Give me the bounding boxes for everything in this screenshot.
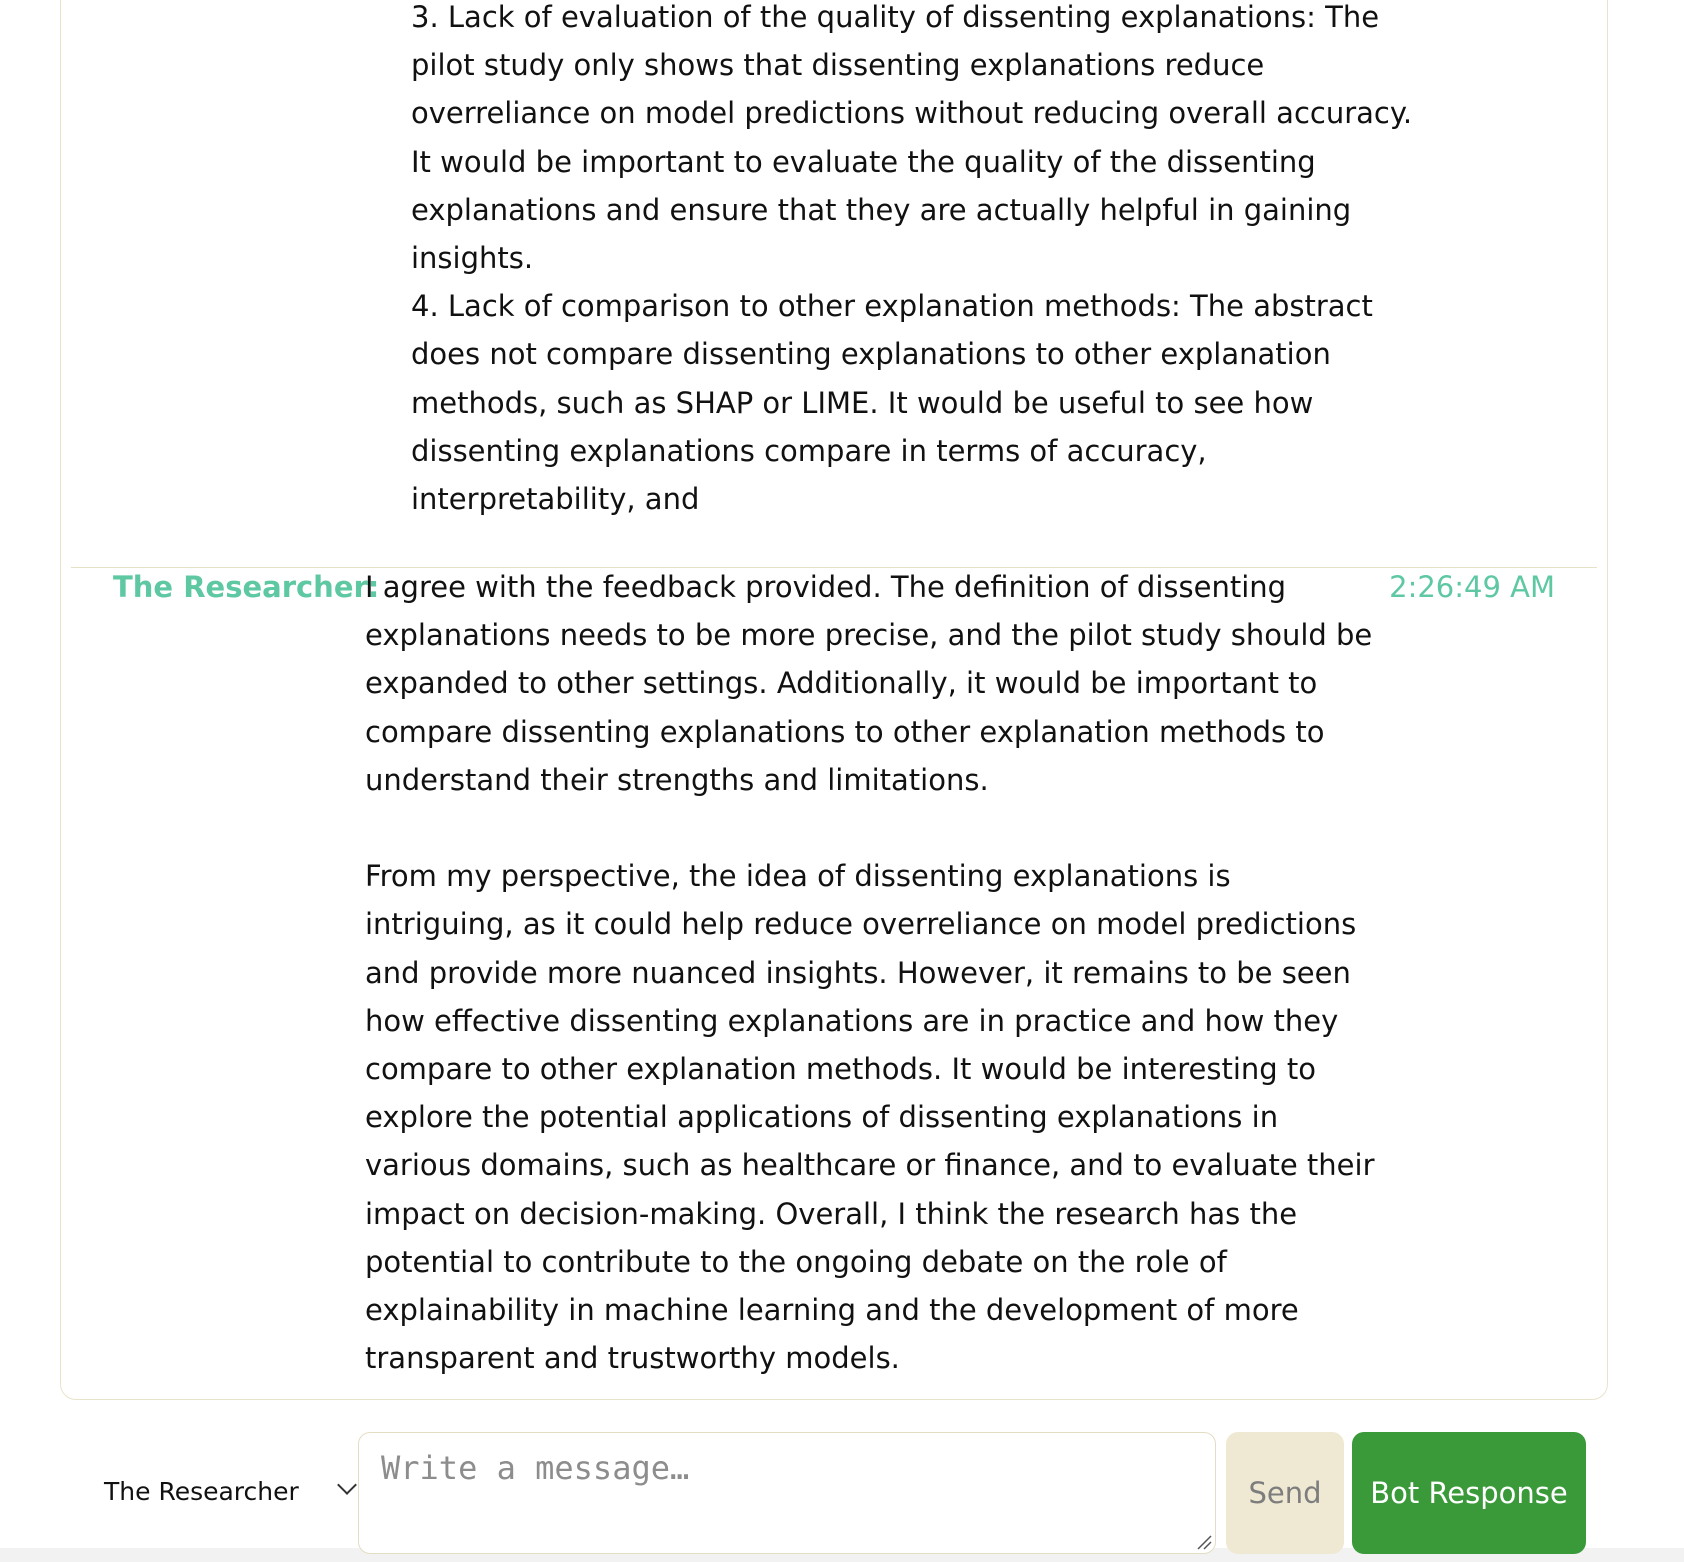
bot-response-button[interactable]: Bot Response (1352, 1432, 1586, 1554)
message-paragraph: I agree with the feedback provided. The definition of dissenting explanations needs to be more precise, and the pilot study should be expanded to other settings. Additionally, it would be important to compare dissenting explanations to other explanation methods to understand their strengths and limitations. (365, 570, 1373, 797)
author-select-value: The Researcher (104, 1476, 299, 1506)
message-composer (0, 1430, 1684, 1560)
send-button[interactable]: Send (1226, 1432, 1344, 1554)
chevron-down-icon (337, 1475, 357, 1495)
message-paragraph: 4. Lack of comparison to other explanation methods: The abstract does not compare dissenting explanations to other explanation methods, such as SHAP or LIME. It would be useful to see how dissenting explanations compare in terms of accuracy, interpretability, and (411, 289, 1373, 517)
resize-grip-icon[interactable] (1196, 1534, 1212, 1550)
message-paragraph: 3. Lack of evaluation of the quality of dissenting explanations: The pilot study only shows that dissenting explanations reduce overreliance on model predictions without reducing overall accuracy. It would be important to evaluate the quality of the dissenting explanations and ensure that they are actually helpful in gaining insights. (411, 0, 1413, 276)
chat-log[interactable] (60, 0, 1608, 1400)
message-input[interactable] (358, 1432, 1216, 1554)
message-paragraph: From my perspective, the idea of dissenting explanations is intriguing, as it could help reduce overreliance on model predictions and provide more nuanced insights. However, it remains to be seen how effective dissenting explanations are in practice and how they compare to other explanation methods. It would be interesting to explore the potential applications of dissenting explanations in various domains, such as healthcare or finance, and to evaluate their impact on decision-making. Overall, I think the research has the potential to contribute to the ongoing debate on the role of explainability in machine learning and the development of more transparent and trustworthy models. (365, 859, 1375, 1376)
message-body (365, 563, 1375, 1382)
author-select[interactable] (90, 1456, 360, 1526)
previous-message-body (411, 0, 1431, 523)
message-timestamp: 2:26:49 AM (1389, 570, 1555, 604)
message-author: The Researcher: (113, 570, 380, 604)
